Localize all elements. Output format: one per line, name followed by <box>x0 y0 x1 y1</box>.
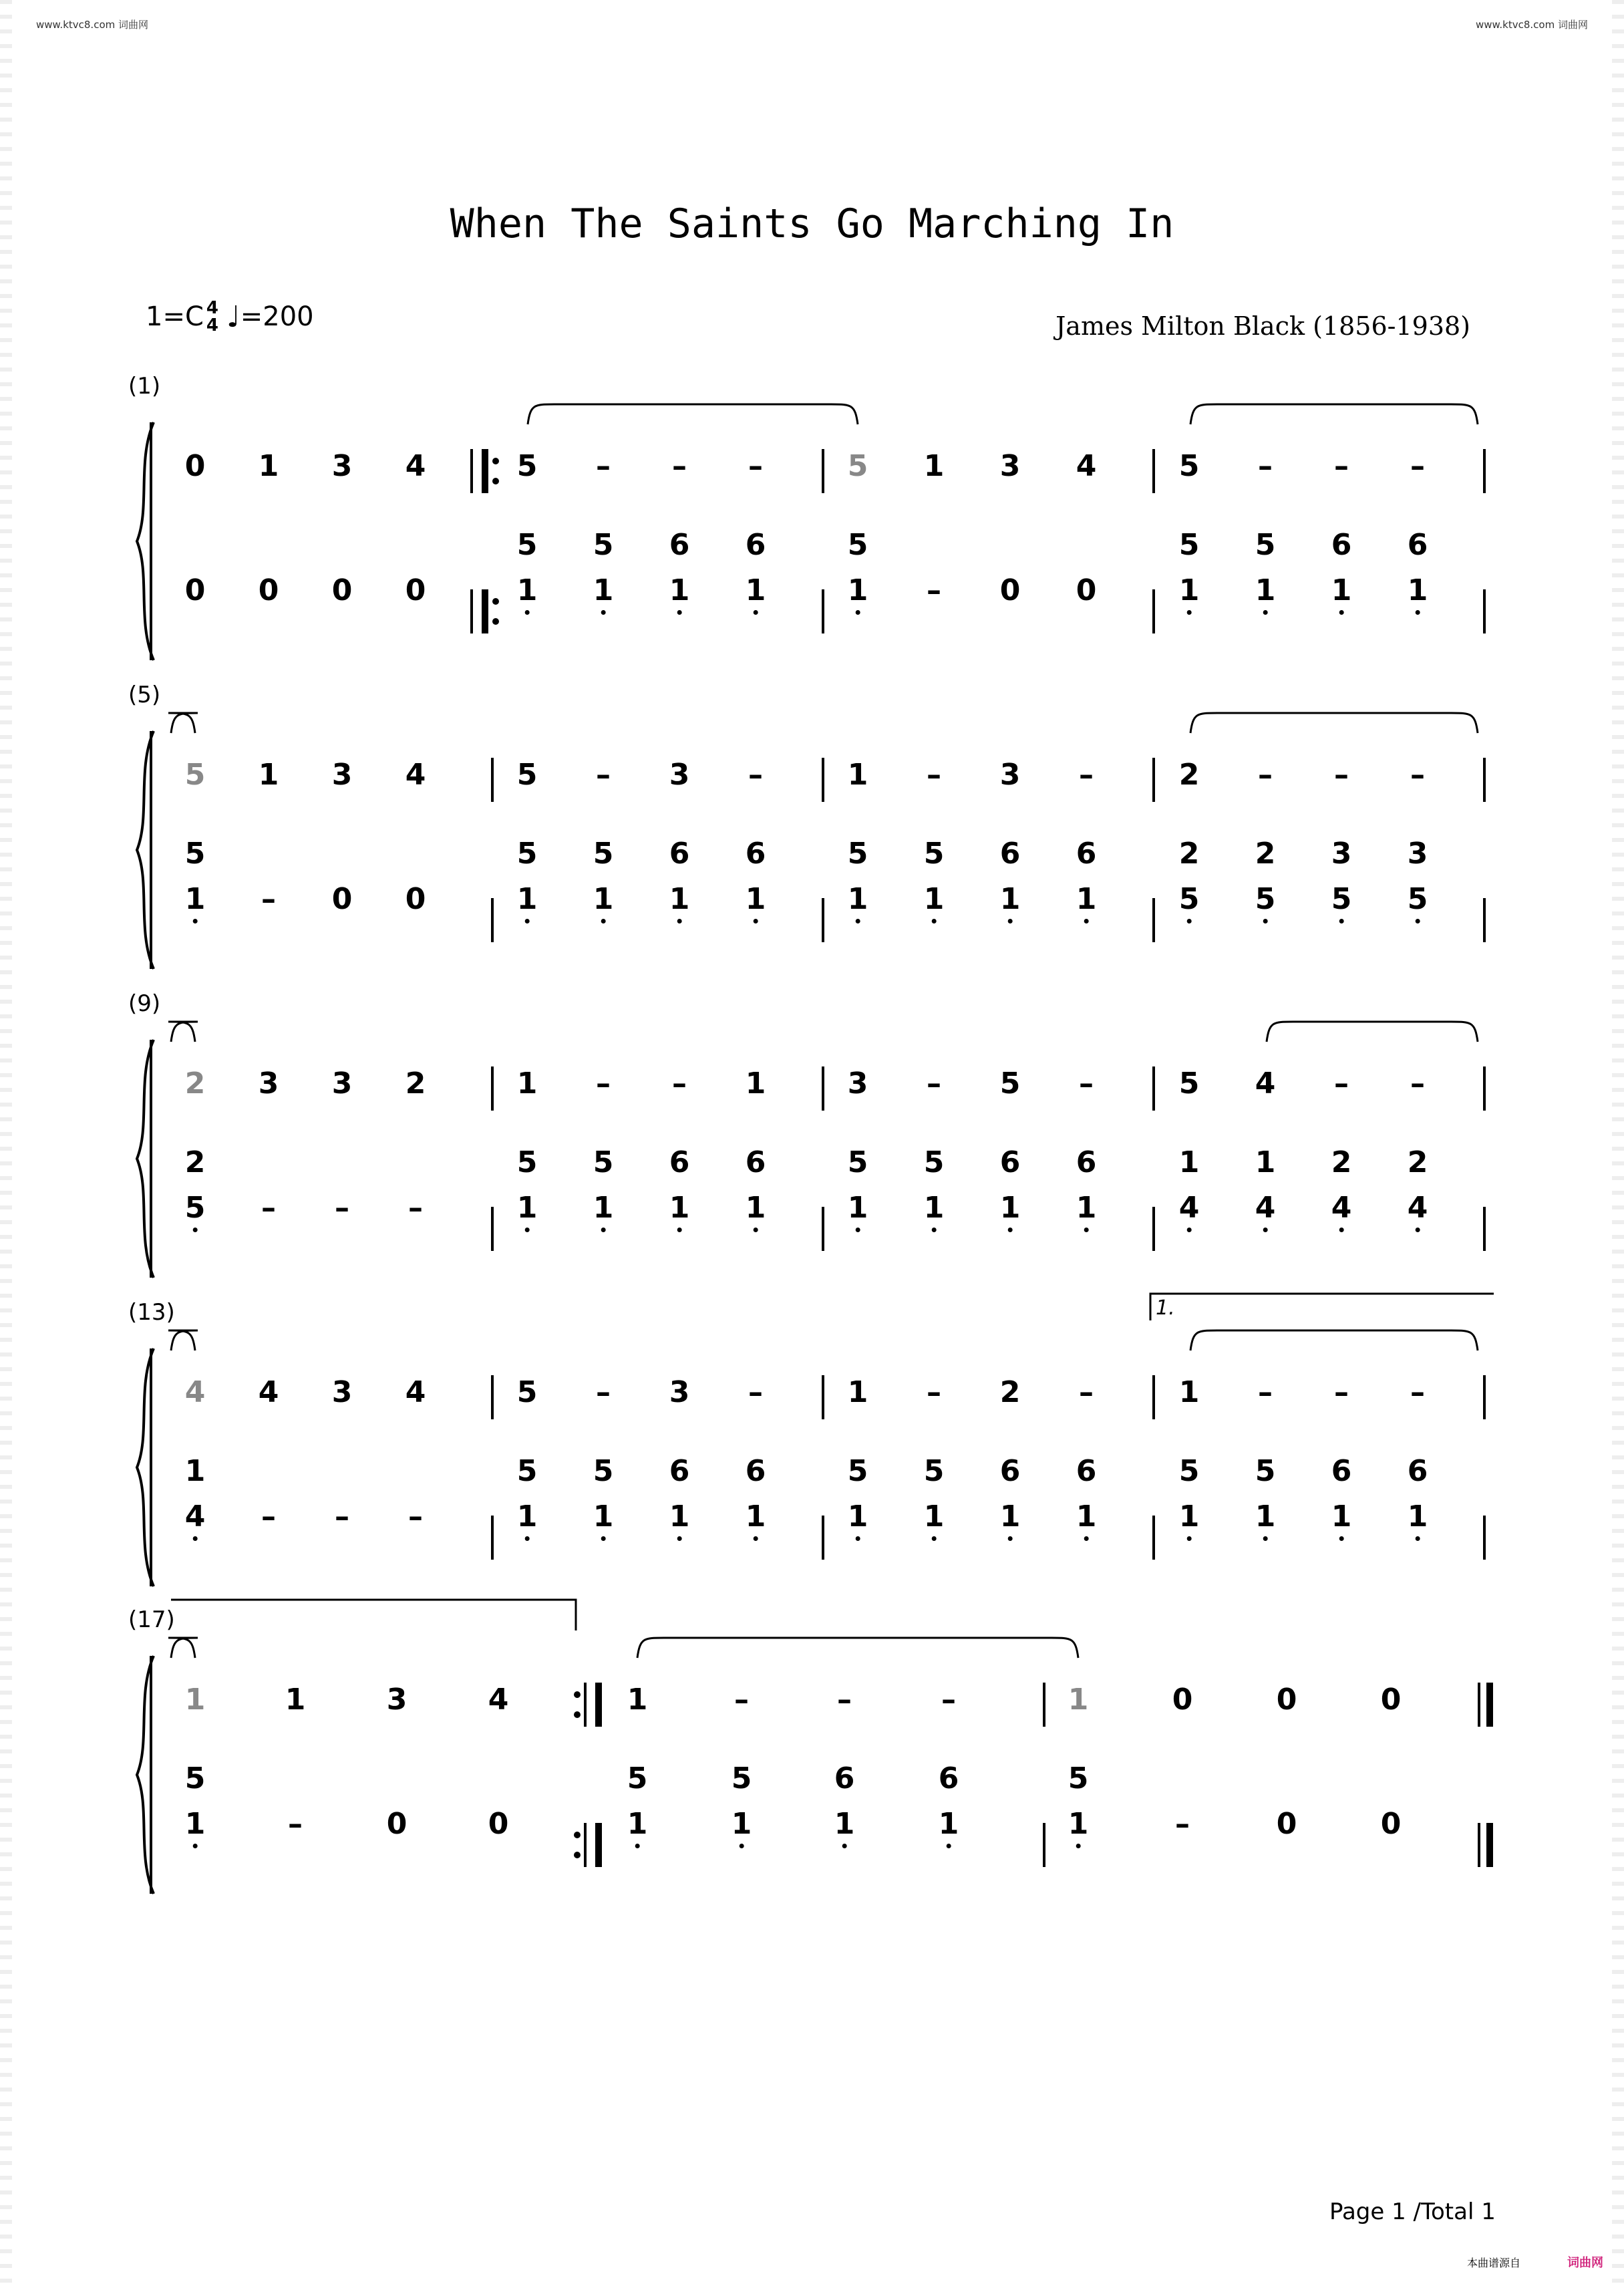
melody-note: 0 <box>1172 1683 1193 1717</box>
melody-note: 1 <box>258 758 279 792</box>
harmony-note-lower: 1 <box>669 882 690 916</box>
melody-note: – <box>734 1683 749 1717</box>
melody-note: – <box>748 1375 763 1409</box>
harmony-note-lower: 1 <box>923 1500 945 1534</box>
slur <box>1190 404 1478 424</box>
melody-note: – <box>596 758 611 792</box>
melody-note: 3 <box>258 1066 279 1101</box>
harmony-note-upper: 6 <box>745 1454 766 1488</box>
melody-note: 4 <box>488 1683 509 1717</box>
harmony-note-upper: 5 <box>847 1145 868 1179</box>
harmony-note-lower: 1 <box>627 1807 648 1841</box>
melody-note: 0 <box>1380 1683 1402 1717</box>
melody-note: 1 <box>516 1066 538 1101</box>
harmony-note-lower: 0 <box>405 573 426 607</box>
melody-note: – <box>748 449 763 483</box>
slur <box>168 1638 198 1658</box>
measure-number: (13) <box>128 1299 175 1326</box>
harmony-note-lower: 5 <box>1331 882 1352 916</box>
volta-bracket <box>1150 1294 1494 1320</box>
melody-note: – <box>1410 1066 1425 1101</box>
melody-note: 4 <box>1255 1066 1276 1101</box>
harmony-note-lower: 1 <box>1255 573 1276 607</box>
harmony-note-upper: 5 <box>593 837 614 871</box>
harmony-note-upper: 6 <box>834 1761 855 1796</box>
harmony-note-lower: 1 <box>847 1500 868 1534</box>
melody-note: 5 <box>999 1066 1021 1101</box>
harmony-note-lower: 1 <box>1407 573 1428 607</box>
melody-note: – <box>1410 758 1425 792</box>
slur <box>637 1638 1078 1658</box>
harmony-note-lower: 4 <box>1255 1191 1276 1225</box>
slur <box>168 1330 198 1350</box>
harmony-note-lower: 0 <box>1380 1807 1402 1841</box>
harmony-note-lower: 1 <box>1178 1500 1200 1534</box>
harmony-note-lower: 4 <box>1331 1191 1352 1225</box>
melody-note: – <box>1258 758 1273 792</box>
harmony-note-upper: 2 <box>1407 1145 1428 1179</box>
melody-note: 3 <box>331 1066 353 1101</box>
harmony-note-upper: 5 <box>923 1454 945 1488</box>
harmony-note-lower: 1 <box>1255 1500 1276 1534</box>
harmony-note-upper: 5 <box>1178 528 1200 562</box>
quarter-note-icon: ♩ <box>226 299 240 334</box>
time-bottom: 4 <box>206 315 218 335</box>
melody-note: – <box>927 1375 941 1409</box>
melody-note: – <box>1410 1375 1425 1409</box>
melody-note: – <box>1334 1375 1349 1409</box>
melody-note: – <box>941 1683 956 1717</box>
harmony-note-lower: 1 <box>669 1191 690 1225</box>
harmony-note-upper: 5 <box>593 528 614 562</box>
harmony-note-lower: 0 <box>1276 1807 1297 1841</box>
harmony-note-upper: 2 <box>1255 837 1276 871</box>
volta-label: 1. <box>1156 1296 1175 1320</box>
measure-number: (9) <box>128 990 161 1017</box>
melody-note: 1 <box>184 1683 206 1717</box>
slur <box>168 713 198 733</box>
page-title: When The Saints Go Marching In <box>450 200 1174 247</box>
harmony-note-upper: 1 <box>1178 1145 1200 1179</box>
harmony-note-lower: 1 <box>731 1807 752 1841</box>
melody-note: – <box>596 1066 611 1101</box>
page-count: Page 1 /Total 1 <box>1329 2198 1496 2225</box>
harmony-note-lower: 1 <box>516 1191 538 1225</box>
harmony-note-upper: 2 <box>184 1145 206 1179</box>
melody-note: – <box>1334 1066 1349 1101</box>
harmony-note-upper: 6 <box>745 528 766 562</box>
harmony-note-lower: 1 <box>593 882 614 916</box>
melody-note: – <box>1334 449 1349 483</box>
harmony-note-lower: 1 <box>516 882 538 916</box>
harmony-note-upper: 6 <box>669 1145 690 1179</box>
melody-note: 2 <box>405 1066 426 1101</box>
melody-note: 4 <box>184 1375 206 1409</box>
harmony-note-lower: 1 <box>1178 573 1200 607</box>
melody-note: 1 <box>627 1683 648 1717</box>
harmony-note-upper: 6 <box>999 837 1021 871</box>
harmony-note-upper: 1 <box>1255 1145 1276 1179</box>
slur <box>168 1022 198 1042</box>
melody-note: 2 <box>999 1375 1021 1409</box>
melody-note: 5 <box>847 449 868 483</box>
harmony-note-lower: 1 <box>669 1500 690 1534</box>
key-label: 1=C <box>146 301 204 332</box>
melody-note: – <box>672 1066 687 1101</box>
harmony-note-lower: 1 <box>847 1191 868 1225</box>
volta-bracket-end <box>171 1600 576 1630</box>
harmony-note-lower: 1 <box>1076 882 1097 916</box>
harmony-note-lower: 1 <box>847 573 868 607</box>
header-right: www.ktvc8.com 词曲网 <box>1475 19 1588 31</box>
melody-note: 5 <box>516 1375 538 1409</box>
melody-note: 1 <box>1068 1683 1089 1717</box>
harmony-note-lower: 1 <box>669 573 690 607</box>
harmony-note-lower: 0 <box>1076 573 1097 607</box>
harmony-note-upper: 2 <box>1331 1145 1352 1179</box>
harmony-note-lower: 1 <box>938 1807 959 1841</box>
melody-note: 5 <box>184 758 206 792</box>
harmony-note-lower: 1 <box>516 573 538 607</box>
harmony-note-lower: 5 <box>1407 882 1428 916</box>
harmony-note-upper: 5 <box>1178 1454 1200 1488</box>
melody-note: 4 <box>405 449 426 483</box>
harmony-note-upper: 5 <box>923 1145 945 1179</box>
harmony-note-upper: 5 <box>184 837 206 871</box>
melody-note: 3 <box>999 449 1021 483</box>
melody-note: 0 <box>184 449 206 483</box>
harmony-note-lower: 0 <box>488 1807 509 1841</box>
melody-note: 4 <box>405 1375 426 1409</box>
melody-note: – <box>1079 1375 1094 1409</box>
harmony-note-lower: – <box>335 1500 349 1534</box>
tempo-value: =200 <box>240 301 314 332</box>
melody-note: – <box>748 758 763 792</box>
harmony-note-lower: 1 <box>923 1191 945 1225</box>
harmony-note-lower: 1 <box>593 1191 614 1225</box>
harmony-note-upper: 5 <box>184 1761 206 1796</box>
harmony-note-upper: 5 <box>516 837 538 871</box>
harmony-note-lower: 4 <box>184 1500 206 1534</box>
harmony-note-upper: 6 <box>1076 837 1097 871</box>
melody-note: 1 <box>745 1066 766 1101</box>
harmony-note-lower: 4 <box>1178 1191 1200 1225</box>
melody-note: 5 <box>1178 449 1200 483</box>
melody-note: – <box>1258 1375 1273 1409</box>
harmony-note-lower: 1 <box>834 1807 855 1841</box>
harmony-note-upper: 2 <box>1178 837 1200 871</box>
melody-note: 0 <box>1276 1683 1297 1717</box>
harmony-note-upper: 6 <box>999 1145 1021 1179</box>
harmony-note-upper: 5 <box>593 1454 614 1488</box>
melody-note: 1 <box>258 449 279 483</box>
harmony-note-upper: 6 <box>745 1145 766 1179</box>
melody-note: – <box>837 1683 852 1717</box>
harmony-note-lower: 1 <box>847 882 868 916</box>
harmony-note-lower: 1 <box>999 882 1021 916</box>
measure-number: (5) <box>128 682 161 708</box>
melody-note: 3 <box>331 449 353 483</box>
composer: James Milton Black (1856-1938) <box>1055 311 1470 341</box>
harmony-note-lower: – <box>408 1191 423 1225</box>
melody-note: 5 <box>516 449 538 483</box>
harmony-note-upper: 6 <box>1407 528 1428 562</box>
harmony-note-lower: 5 <box>184 1191 206 1225</box>
harmony-note-upper: 5 <box>1255 1454 1276 1488</box>
harmony-note-lower: 0 <box>258 573 279 607</box>
harmony-note-lower: 5 <box>1255 882 1276 916</box>
harmony-note-upper: 6 <box>669 837 690 871</box>
melody-note: 1 <box>847 1375 868 1409</box>
harmony-note-lower: – <box>288 1807 303 1841</box>
melody-note: – <box>1410 449 1425 483</box>
harmony-note-lower: 0 <box>999 573 1021 607</box>
header-left: www.ktvc8.com 词曲网 <box>36 19 149 31</box>
melody-note: 3 <box>386 1683 408 1717</box>
harmony-note-upper: 6 <box>999 1454 1021 1488</box>
melody-note: 3 <box>331 1375 353 1409</box>
melody-note: 4 <box>405 758 426 792</box>
harmony-note-upper: 6 <box>745 837 766 871</box>
harmony-note-lower: 1 <box>745 573 766 607</box>
harmony-note-lower: 1 <box>1068 1807 1089 1841</box>
harmony-note-lower: 1 <box>1331 573 1352 607</box>
harmony-note-upper: 5 <box>516 1454 538 1488</box>
harmony-note-upper: 5 <box>847 528 868 562</box>
harmony-note-lower: 0 <box>386 1807 408 1841</box>
harmony-note-upper: 5 <box>627 1761 648 1796</box>
slur <box>1267 1022 1478 1042</box>
harmony-note-lower: 1 <box>745 1500 766 1534</box>
harmony-note-upper: 6 <box>1076 1145 1097 1179</box>
harmony-note-lower: 1 <box>1076 1191 1097 1225</box>
harmony-note-lower: 1 <box>1331 1500 1352 1534</box>
melody-note: 1 <box>923 449 945 483</box>
harmony-note-upper: 6 <box>669 1454 690 1488</box>
harmony-note-lower: 1 <box>593 573 614 607</box>
harmony-note-upper: 5 <box>923 837 945 871</box>
melody-note: 3 <box>331 758 353 792</box>
melody-note: 3 <box>669 758 690 792</box>
harmony-note-lower: – <box>261 1500 276 1534</box>
harmony-note-upper: 6 <box>1407 1454 1428 1488</box>
slur <box>528 404 858 424</box>
harmony-note-upper: 3 <box>1331 837 1352 871</box>
harmony-note-upper: 6 <box>1076 1454 1097 1488</box>
melody-note: 4 <box>258 1375 279 1409</box>
time-top: 4 <box>206 298 218 318</box>
harmony-note-upper: 6 <box>938 1761 959 1796</box>
slur <box>1190 713 1478 733</box>
slur <box>1190 1330 1478 1350</box>
harmony-note-upper: 5 <box>1068 1761 1089 1796</box>
harmony-note-lower: – <box>927 573 941 607</box>
harmony-note-lower: 1 <box>1407 1500 1428 1534</box>
harmony-note-upper: 6 <box>1331 528 1352 562</box>
melody-note: – <box>596 449 611 483</box>
harmony-note-lower: 0 <box>331 882 353 916</box>
harmony-note-upper: 5 <box>516 528 538 562</box>
harmony-note-lower: 1 <box>1076 1500 1097 1534</box>
harmony-note-lower: – <box>1175 1807 1190 1841</box>
melody-note: – <box>1258 449 1273 483</box>
melody-note: 3 <box>669 1375 690 1409</box>
melody-note: 5 <box>516 758 538 792</box>
harmony-note-lower: 0 <box>331 573 353 607</box>
melody-note: 5 <box>1178 1066 1200 1101</box>
harmony-note-lower: 0 <box>184 573 206 607</box>
harmony-note-lower: 0 <box>405 882 426 916</box>
harmony-note-lower: 1 <box>593 1500 614 1534</box>
harmony-note-upper: 5 <box>516 1145 538 1179</box>
source-label: 本曲谱源自 <box>1467 2257 1521 2269</box>
melody-note: – <box>1079 758 1094 792</box>
melody-note: 1 <box>847 758 868 792</box>
melody-note: – <box>1334 758 1349 792</box>
melody-note: 2 <box>184 1066 206 1101</box>
melody-note: 4 <box>1076 449 1097 483</box>
melody-note: – <box>1079 1066 1094 1101</box>
harmony-note-lower: 1 <box>516 1500 538 1534</box>
harmony-note-lower: 1 <box>923 882 945 916</box>
harmony-note-upper: 5 <box>847 837 868 871</box>
harmony-note-lower: 1 <box>999 1500 1021 1534</box>
harmony-note-upper: 6 <box>669 528 690 562</box>
melody-note: – <box>596 1375 611 1409</box>
harmony-note-lower: 1 <box>184 1807 206 1841</box>
harmony-note-lower: 5 <box>1178 882 1200 916</box>
harmony-note-lower: – <box>335 1191 349 1225</box>
harmony-note-upper: 5 <box>593 1145 614 1179</box>
brand-logo: 词曲网 <box>1567 2256 1603 2270</box>
harmony-note-lower: – <box>408 1500 423 1534</box>
measure-number: (17) <box>128 1606 175 1633</box>
harmony-note-upper: 6 <box>1331 1454 1352 1488</box>
melody-note: 1 <box>1178 1375 1200 1409</box>
harmony-note-lower: – <box>261 882 276 916</box>
harmony-note-lower: 1 <box>999 1191 1021 1225</box>
harmony-note-upper: 5 <box>1255 528 1276 562</box>
harmony-note-upper: 3 <box>1407 837 1428 871</box>
melody-note: – <box>672 449 687 483</box>
harmony-note-upper: 5 <box>847 1454 868 1488</box>
melody-note: 2 <box>1178 758 1200 792</box>
melody-note: – <box>927 1066 941 1101</box>
melody-note: – <box>927 758 941 792</box>
harmony-note-lower: 4 <box>1407 1191 1428 1225</box>
harmony-note-lower: 1 <box>745 882 766 916</box>
harmony-note-lower: 1 <box>184 882 206 916</box>
harmony-note-lower: 1 <box>745 1191 766 1225</box>
harmony-note-lower: – <box>261 1191 276 1225</box>
melody-note: 3 <box>999 758 1021 792</box>
harmony-note-upper: 1 <box>184 1454 206 1488</box>
measure-number: (1) <box>128 373 161 400</box>
melody-note: 1 <box>285 1683 306 1717</box>
harmony-note-upper: 5 <box>731 1761 752 1796</box>
melody-note: 3 <box>847 1066 868 1101</box>
